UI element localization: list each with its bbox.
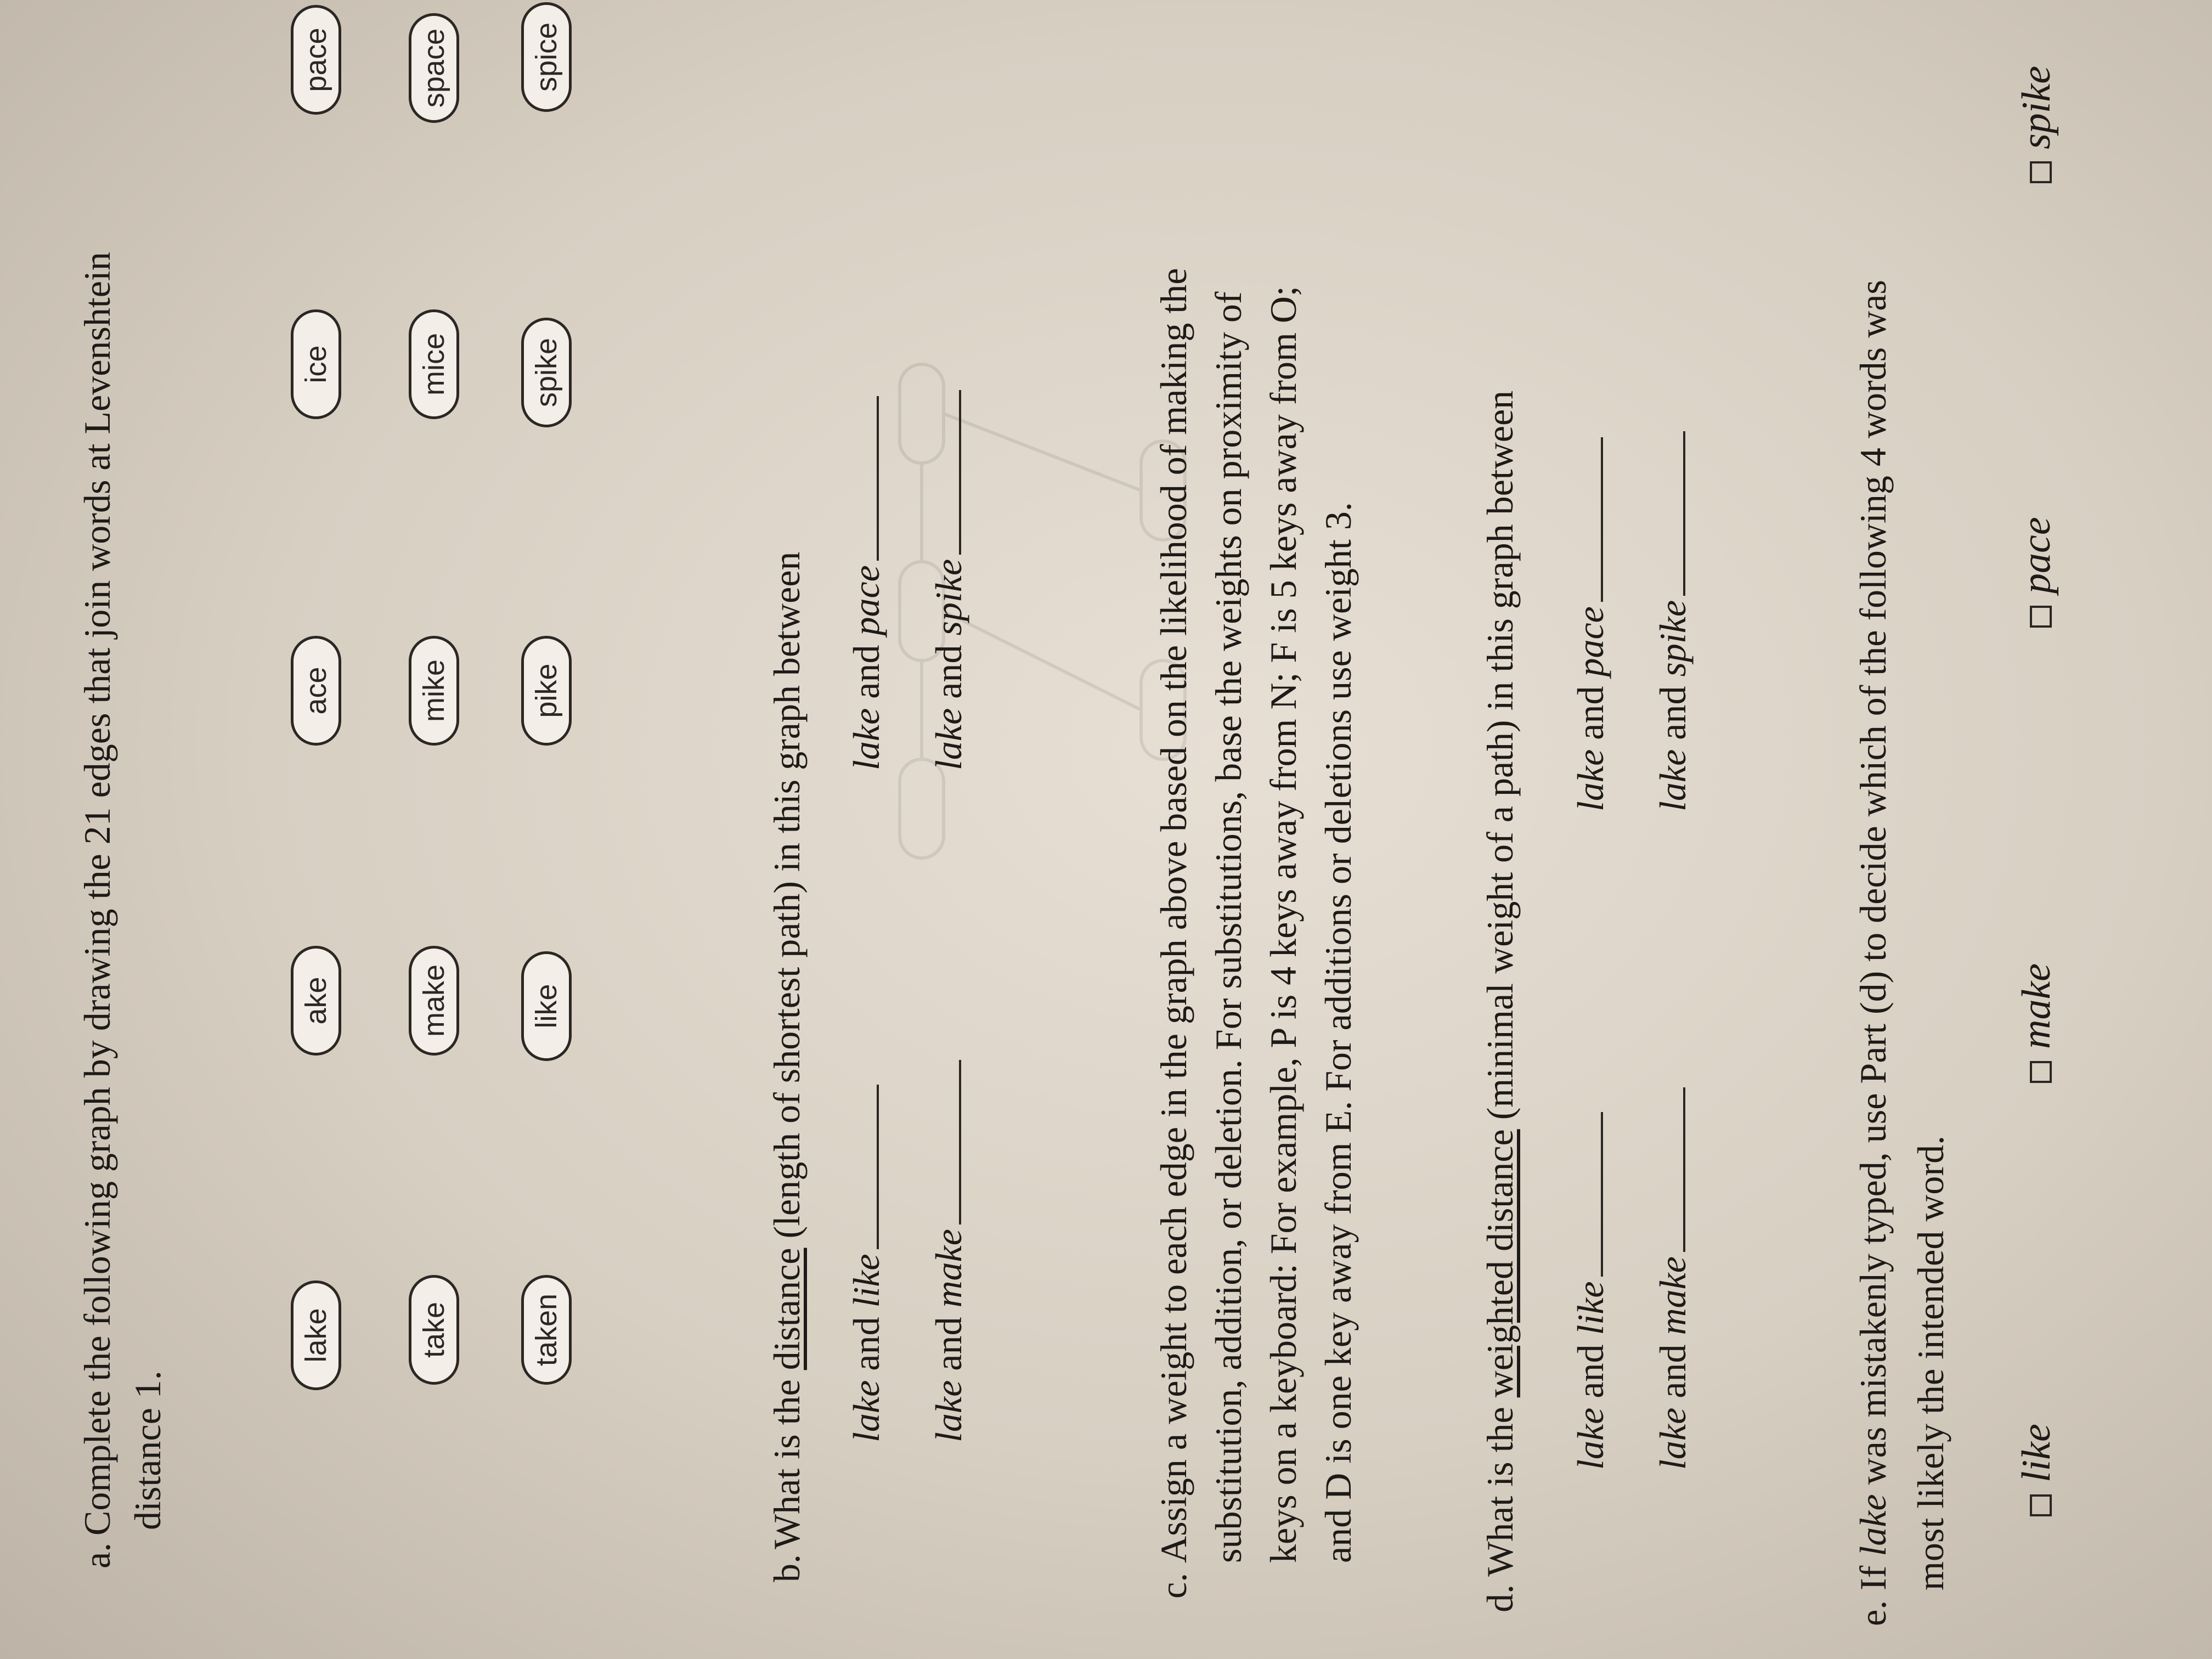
node-mike[interactable]: mike (409, 636, 459, 746)
part-b-pair-lake-spike: lake and spike (927, 390, 970, 770)
node-make[interactable]: make (409, 946, 459, 1056)
node-space[interactable]: space (409, 13, 459, 123)
part-b-pair-lake-make: lake and make (927, 1060, 970, 1442)
node-like[interactable]: like (521, 951, 572, 1061)
part-a-question-line2: distance 1. (127, 1370, 168, 1530)
part-c-line2: substitution, addition, or deletion. For substitutions, base the weights on proximity of (1207, 291, 1249, 1563)
node-mice[interactable]: mice (409, 309, 459, 419)
answer-blank[interactable] (849, 1085, 879, 1249)
part-d-question: What is the weighted distance (minimal weight of a path) in this graph between (1479, 390, 1521, 1577)
part-e-question-line2: most likely the intended word. (1910, 1135, 1951, 1590)
answer-blank[interactable] (1656, 431, 1685, 596)
part-a-label: a. (76, 1542, 118, 1568)
answer-blank[interactable] (1573, 437, 1603, 602)
part-c-line4: and D is one key away from E. For additions or deletions use weight 3. (1317, 502, 1359, 1563)
checkbox-like[interactable] (2030, 1494, 2052, 1516)
answer-blank[interactable] (1573, 1112, 1603, 1277)
checkbox-spike[interactable] (2030, 161, 2052, 183)
node-pace[interactable]: pace (291, 5, 341, 115)
answer-blank[interactable] (932, 1060, 961, 1224)
node-ace[interactable]: ace (291, 636, 341, 746)
part-e-label: e. (1852, 1600, 1894, 1626)
distance-term: distance (766, 1248, 808, 1370)
node-taken[interactable]: taken (521, 1275, 572, 1385)
weighted-distance-term: weighted distance (1479, 1129, 1521, 1398)
node-spice[interactable]: spice (521, 2, 572, 112)
checkbox-make[interactable] (2030, 1061, 2052, 1083)
option-like[interactable]: like (2013, 1424, 2060, 1516)
part-d-pair-lake-spike: lake and spike (1651, 431, 1694, 811)
node-ice[interactable]: ice (291, 309, 341, 419)
part-a-question-line1: Complete the following graph by drawing the 21 edges that join words at Levenshtein (76, 252, 118, 1536)
option-pace[interactable]: pace (2013, 517, 2060, 628)
option-make[interactable]: make (2013, 963, 2060, 1083)
checkbox-pace[interactable] (2030, 606, 2052, 628)
node-ake[interactable]: ake (291, 946, 341, 1056)
part-d-pair-lake-make: lake and make (1651, 1087, 1694, 1470)
part-c-line3: keys on a keyboard: For example, P is 4 keys away from N; F is 5 keys away from O; (1262, 286, 1304, 1563)
part-d-pair-lake-like: lake and like (1569, 1112, 1612, 1470)
part-b-pair-lake-pace: lake and pace (845, 396, 888, 770)
part-c-line1: Assign a weight to each edge in the graph above based on the likelihood of making the (1153, 268, 1194, 1563)
answer-blank[interactable] (849, 396, 879, 561)
option-spike[interactable]: spike (2013, 66, 2060, 183)
part-d-label: d. (1479, 1584, 1521, 1612)
node-pike[interactable]: pike (521, 636, 572, 746)
part-b-question: What is the distance (length of shortest path) in this graph between (766, 551, 808, 1549)
part-b-label: b. (766, 1554, 808, 1582)
part-c-label: c. (1153, 1572, 1194, 1599)
part-d-pair-lake-pace: lake and pace (1569, 437, 1612, 811)
node-take[interactable]: take (409, 1275, 459, 1385)
node-spike[interactable]: spike (521, 318, 572, 427)
part-e-question-line1: If lake was mistakenly typed, use Part (d) to decide which of the following 4 words was (1852, 280, 1894, 1590)
answer-blank[interactable] (1656, 1087, 1685, 1252)
answer-blank[interactable] (932, 390, 961, 555)
part-b-pair-lake-like: lake and like (845, 1085, 888, 1442)
node-lake[interactable]: lake (291, 1280, 341, 1390)
